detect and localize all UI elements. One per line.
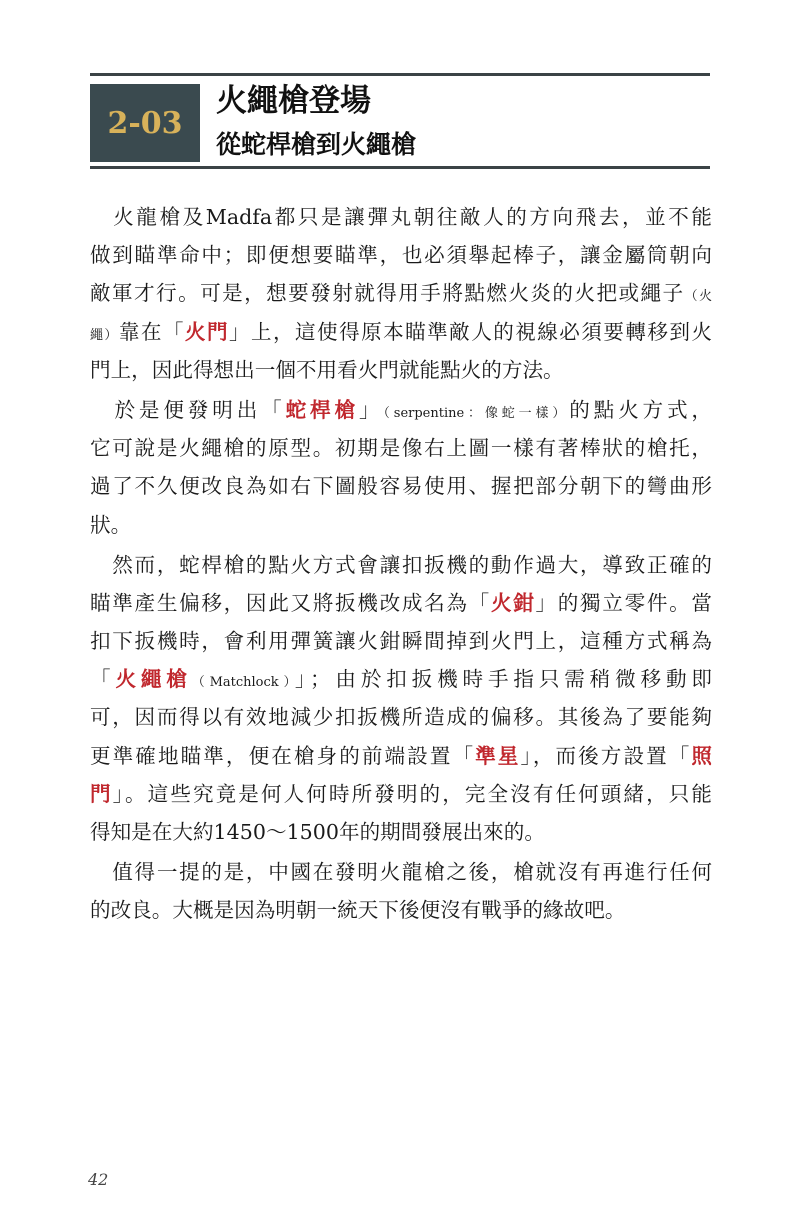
paragraph-4 [90,853,712,929]
text-line: 門上，因此得想出一個不用看火門就能點火的方法。 [90,357,564,382]
term-matchlock: 火繩槍 [115,667,192,692]
term-fire-gate: 火門 [184,319,229,344]
page-number: 42 [88,1170,109,1189]
paragraph-1 [90,198,712,389]
text-line: 敵軍才行。可是，想要發射就得用手將點燃火炎的火把或繩子（火 [90,281,712,306]
text-line: 火龍槍及Madfa都只是讓彈丸朝往敵人的方向飛去，並不能 [90,205,712,229]
text-line: 更準確地瞄準，便在槍身的前端設置「準星」，而後方設置「照 [90,743,713,768]
section-number-badge: 2-03 [90,84,200,162]
term-serpentine: 蛇桿槍 [285,397,359,422]
text-line: 「火繩槍（Matchlock）」；由於扣扳機時手指只需稍微移動即 [90,667,713,692]
text-line: 然而，蛇桿槍的點火方式會讓扣扳機的動作過大，導致正確的 [90,552,712,577]
text-line: 它可說是火繩槍的原型。初期是像右上圖一樣有著棒狀的槍托， [90,436,712,461]
text-line: 的改良。大概是因為明朝一統天下後便沒有戰爭的緣故吧。 [90,898,626,923]
text-line: 扣下扳機時，會利用彈簧讓火鉗瞬間掉到火門上，這種方式稱為 [90,629,712,654]
header-bottom-rule [90,166,710,169]
term-front-sight: 準星 [475,743,521,768]
term-rear-sight: 照 [691,743,713,768]
text-line: 於是便發明出「蛇桿槍」（serpentine：像蛇一樣）的點火方式， [90,397,713,422]
body-text [90,198,712,932]
page-title: 火繩槍登場 [216,83,371,119]
term-fire-tongs: 火鉗 [490,590,536,615]
page-subtitle: 從蛇桿槍到火繩槍 [216,130,417,159]
text-line: 值得一提的是，中國在發明火龍槍之後，槍就沒有再進行任何 [90,860,712,885]
paragraph-2 [90,391,712,544]
text-line: 狀。 [90,512,132,537]
text-line: 做到瞄準命中；即便想要瞄準，也必須舉起棒子，讓金屬筒朝向 [90,243,712,268]
term-rear-sight: 門 [90,781,113,806]
text-line: 瞄準產生偏移，因此又將扳機改成名為「火鉗」的獨立零件。當 [90,590,713,615]
text-line: 可，因而得以有效地減少扣扳機所造成的偏移。其後為了要能夠 [90,705,712,730]
text-line: 得知是在大約1450～1500年的期間發展出來的。 [90,820,545,844]
paragraph-3 [90,546,712,852]
text-line: 過了不久便改良為如右下圖般容易使用、握把部分朝下的彎曲形 [90,474,712,499]
text-line: 門」。這些究竟是何人何時所發明的，完全沒有任何頭緒，只能 [90,781,712,806]
text-line: 繩）靠在「火門」上，這使得原本瞄準敵人的視線必須要轉移到火 [90,319,712,344]
header-top-rule [90,73,710,76]
